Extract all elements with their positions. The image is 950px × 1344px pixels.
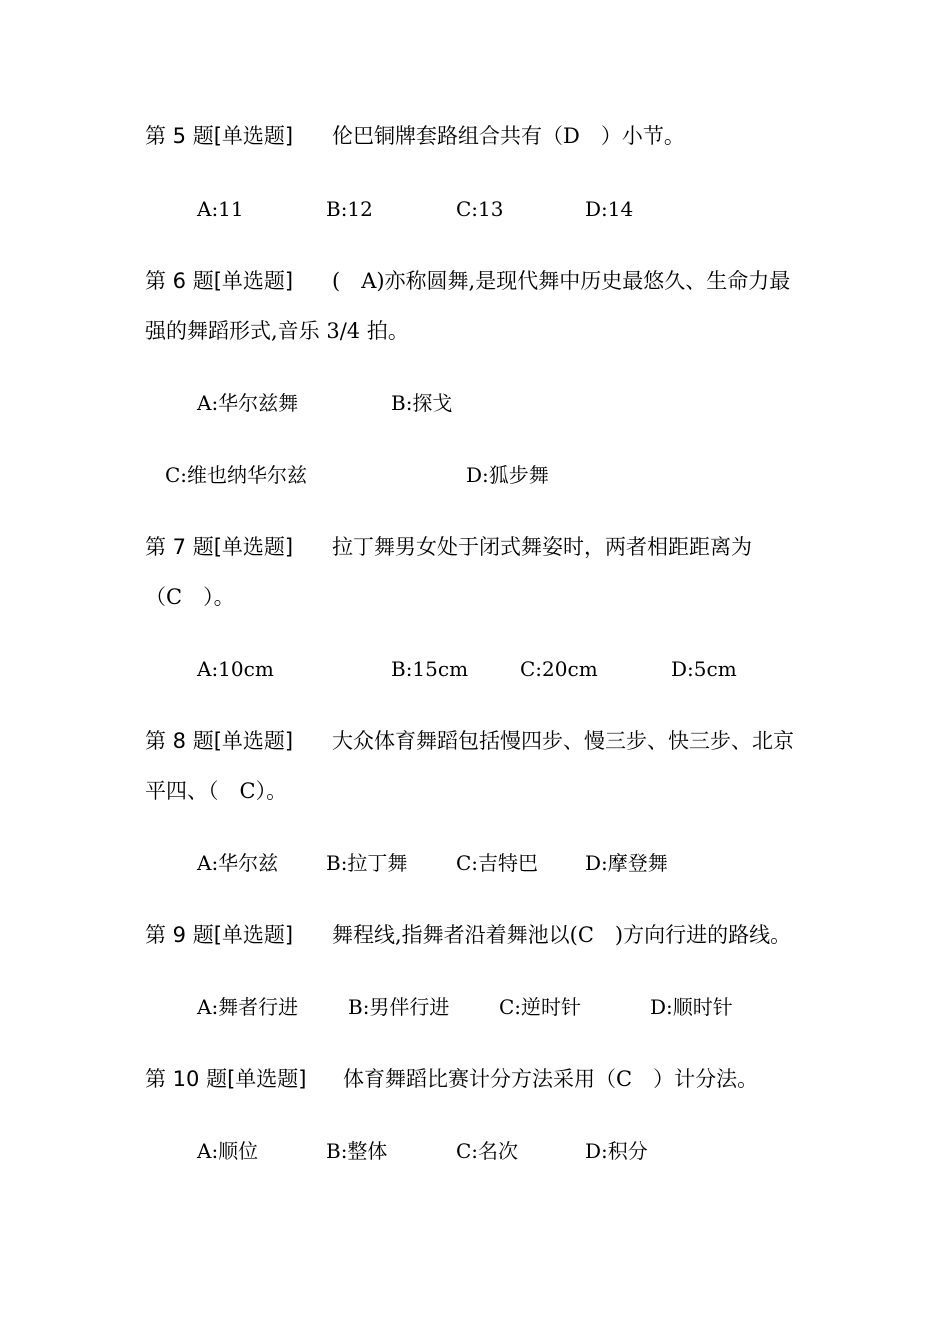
- question-9-option-d: D:顺时针: [650, 995, 733, 1019]
- question-9-option-b: B:男伴行进: [348, 995, 450, 1019]
- question-10-option-c: C:名次: [456, 1139, 519, 1163]
- question-9-text: 舞程线,指舞者沿着舞池以(C )方向行进的路线。: [332, 923, 792, 947]
- question-6-text-cont: 强的舞蹈形式,音乐 3/4 拍。: [145, 319, 409, 343]
- question-7-text: 拉丁舞男女处于闭式舞姿时，两者相距距离为: [332, 535, 752, 559]
- question-5-option-a: A:11: [197, 197, 244, 221]
- question-8-text: 大众体育舞蹈包括慢四步、慢三步、快三步、北京: [332, 729, 794, 753]
- question-6-option-a: A:华尔兹舞: [197, 391, 299, 415]
- question-9-option-a: A:舞者行进: [197, 995, 299, 1019]
- question-8-text-cont: 平四、（ C）。: [145, 779, 288, 803]
- question-5-label: 第 5 题[单选题]: [145, 124, 294, 148]
- question-5-option-d: D:14: [585, 197, 634, 221]
- question-8-label: 第 8 题[单选题]: [145, 729, 294, 753]
- question-7-option-d: D:5cm: [671, 657, 737, 681]
- question-7-option-c: C:20cm: [520, 657, 598, 681]
- question-7-text-cont: （C ）。: [145, 585, 235, 609]
- question-7-option-b: B:15cm: [391, 657, 469, 681]
- question-6-text: ( A)亦称圆舞,是现代舞中历史最悠久、生命力最: [332, 269, 791, 293]
- question-9-option-c: C:逆时针: [499, 995, 582, 1019]
- question-5-option-b: B:12: [326, 197, 373, 221]
- question-8-option-a: A:华尔兹: [197, 851, 279, 875]
- question-10-option-b: B:整体: [326, 1139, 388, 1163]
- question-6-option-b: B:探戈: [391, 391, 453, 415]
- question-5-text: 伦巴铜牌套路组合共有（D ）小节。: [332, 124, 685, 148]
- question-10-option-a: A:顺位: [197, 1139, 259, 1163]
- question-10-label: 第 10 题[单选题]: [145, 1067, 307, 1091]
- question-8-option-c: C:吉特巴: [456, 851, 539, 875]
- question-10-option-d: D:积分: [585, 1139, 648, 1163]
- question-7-label: 第 7 题[单选题]: [145, 535, 294, 559]
- question-8-option-b: B:拉丁舞: [326, 851, 408, 875]
- question-7-option-a: A:10cm: [197, 657, 274, 681]
- question-9-label: 第 9 题[单选题]: [145, 923, 294, 947]
- question-5-option-c: C:13: [456, 197, 504, 221]
- question-6-label: 第 6 题[单选题]: [145, 269, 294, 293]
- question-6-option-d: D:狐步舞: [466, 463, 549, 487]
- question-10-text: 体育舞蹈比赛计分方法采用（C ）计分法。: [343, 1067, 759, 1091]
- question-8-option-d: D:摩登舞: [585, 851, 668, 875]
- question-6-option-c: C:维也纳华尔兹: [165, 463, 308, 487]
